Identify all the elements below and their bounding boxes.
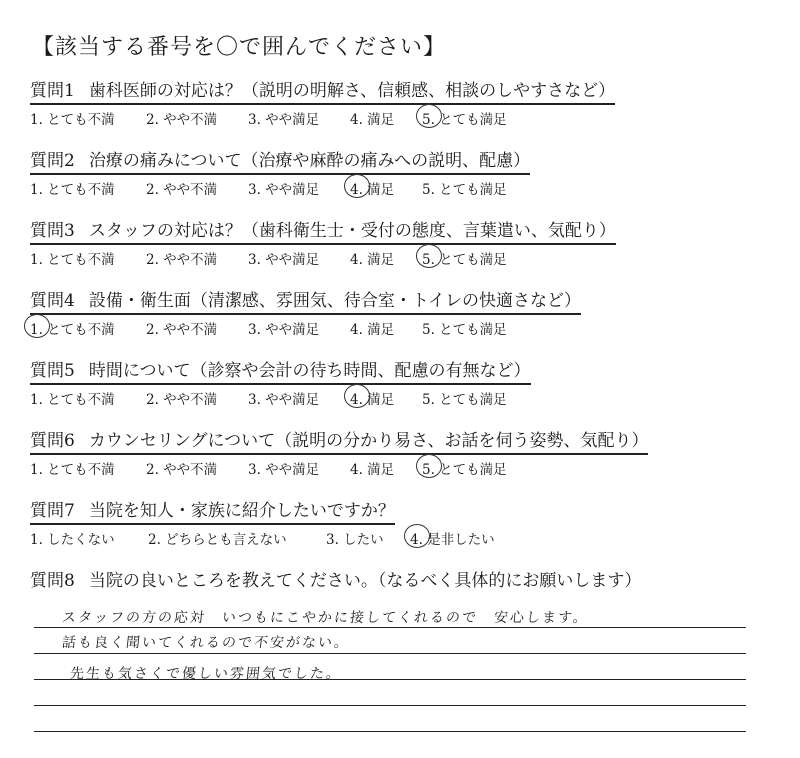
handwritten-line-3: 先生も気さくで優しい雰囲気でした。 <box>69 666 343 682</box>
question-5 <box>30 360 770 408</box>
question-4 <box>30 290 770 338</box>
option-label: 1. とても不満 <box>30 322 115 338</box>
answer-options <box>30 528 770 548</box>
question-text: カウンセリングについて（説明の分かり易さ、お話を伺う姿勢、気配り） <box>88 431 649 451</box>
option-label: 1. とても不満 <box>30 392 115 408</box>
question-text: 治療の痛みについて（治療や麻酔の痛みへの説明、配慮） <box>88 151 531 171</box>
answer-option-2[interactable] <box>146 248 217 268</box>
question-text: 時間について（診察や会計の待ち時間、配慮の有無など） <box>88 361 531 381</box>
question-heading <box>30 220 616 245</box>
handwritten-line-1: スタッフの方の応対 いつもにこやかに接してくれるので 安心します。 <box>61 610 590 626</box>
answer-option-2[interactable] <box>146 458 217 478</box>
selection-circle-mark <box>24 314 50 338</box>
selection-circle-mark <box>344 174 370 198</box>
option-label: 3. やや満足 <box>248 112 320 128</box>
option-label: 2. やや不満 <box>146 462 218 478</box>
answer-option-3[interactable] <box>248 458 319 478</box>
question-text: 当院の良いところを教えてください。（なるべく具体的にお願いします） <box>88 571 642 591</box>
answer-option-2[interactable] <box>146 318 217 338</box>
question-heading <box>30 570 641 593</box>
option-label: 2. やや不満 <box>146 392 218 408</box>
question-number: 質問5 <box>30 361 75 381</box>
question-text: 歯科医師の対応は？（説明の明解さ、信頼感、相談のしやすさなど） <box>88 81 616 101</box>
answer-options <box>30 108 770 128</box>
answer-option-1[interactable] <box>30 458 115 478</box>
answer-option-1[interactable] <box>30 318 115 338</box>
answer-option-2[interactable] <box>148 528 287 548</box>
option-label: 3. やや満足 <box>248 182 320 198</box>
question-heading <box>30 500 395 525</box>
handwritten-line-2: 話も良く聞いてくれるので不安がない。 <box>61 635 351 651</box>
question-number: 質問8 <box>30 571 75 591</box>
answer-option-3[interactable] <box>326 528 384 548</box>
answer-options <box>30 458 770 478</box>
answer-line <box>34 706 746 732</box>
option-label: 5. とても満足 <box>422 252 507 268</box>
answer-option-3[interactable] <box>248 318 319 338</box>
option-label: 4. 満足 <box>350 392 395 408</box>
answer-option-4[interactable] <box>350 178 394 198</box>
answer-option-3[interactable] <box>248 248 319 268</box>
answer-option-4[interactable] <box>410 528 495 548</box>
answer-option-3[interactable] <box>248 108 319 128</box>
question-number: 質問4 <box>30 291 75 311</box>
selection-circle-mark <box>344 384 370 408</box>
question-text: 当院を知人・家族に紹介したいですか？ <box>88 501 395 521</box>
question-text: 設備・衛生面（清潔感、雰囲気、待合室・トイレの快適さなど） <box>88 291 581 311</box>
option-label: 3. したい <box>326 532 384 548</box>
option-label: 4. 満足 <box>350 462 395 478</box>
selection-circle-mark <box>404 524 430 548</box>
option-label: 1. とても不満 <box>30 252 115 268</box>
answer-option-5[interactable] <box>422 248 507 268</box>
question-1 <box>30 80 770 128</box>
option-label: 4. 満足 <box>350 112 395 128</box>
option-label: 5. とても満足 <box>422 462 507 478</box>
question-heading <box>30 290 581 315</box>
answer-option-4[interactable] <box>350 318 394 338</box>
answer-options <box>30 248 770 268</box>
answer-option-5[interactable] <box>422 318 507 338</box>
answer-option-4[interactable] <box>350 458 394 478</box>
answer-line <box>34 680 746 706</box>
option-label: 3. やや満足 <box>248 252 320 268</box>
option-label: 4. 是非したい <box>410 532 495 548</box>
question-7 <box>30 500 770 548</box>
answer-option-2[interactable] <box>146 108 217 128</box>
page-title: 【該当する番号を〇で囲んでください】 <box>32 35 447 60</box>
question-3 <box>30 220 770 268</box>
selection-circle-mark <box>416 454 442 478</box>
answer-option-1[interactable] <box>30 388 115 408</box>
answer-option-1[interactable] <box>30 108 115 128</box>
answer-option-1[interactable] <box>30 178 115 198</box>
option-label: 5. とても満足 <box>422 112 507 128</box>
answer-options <box>30 318 770 338</box>
option-label: 4. 満足 <box>350 322 395 338</box>
answer-option-1[interactable] <box>30 248 115 268</box>
option-label: 3. やや満足 <box>248 322 320 338</box>
option-label: 5. とても満足 <box>422 392 507 408</box>
selection-circle-mark <box>416 104 442 128</box>
question-2 <box>30 150 770 198</box>
question-heading <box>30 360 531 385</box>
answer-option-3[interactable] <box>248 388 319 408</box>
option-label: 4. 満足 <box>350 252 395 268</box>
question-heading <box>30 150 530 175</box>
question-number: 質問6 <box>30 431 75 451</box>
question-number: 質問7 <box>30 501 75 521</box>
selection-circle-mark <box>416 244 442 268</box>
answer-option-4[interactable] <box>350 248 394 268</box>
answer-options <box>30 388 770 408</box>
option-label: 5. とても満足 <box>422 182 507 198</box>
option-label: 1. とても不満 <box>30 462 115 478</box>
option-label: 1. したくない <box>30 532 115 548</box>
question-number: 質問3 <box>30 221 75 241</box>
answer-option-2[interactable] <box>146 178 217 198</box>
question-8 <box>30 570 770 593</box>
option-label: 2. やや不満 <box>146 112 218 128</box>
question-heading <box>30 80 615 105</box>
answer-option-4[interactable] <box>350 108 394 128</box>
option-label: 2. やや不満 <box>146 182 218 198</box>
option-label: 4. 満足 <box>350 182 395 198</box>
answer-options <box>30 178 770 198</box>
option-label: 2. どちらとも言えない <box>148 532 287 548</box>
answer-option-5[interactable] <box>422 178 507 198</box>
answer-option-4[interactable] <box>350 388 394 408</box>
answer-option-3[interactable] <box>248 178 319 198</box>
option-label: 3. やや満足 <box>248 392 320 408</box>
question-text: スタッフの対応は？（歯科衛生士・受付の態度、言葉遣い、気配り） <box>88 221 616 241</box>
option-label: 1. とても不満 <box>30 112 115 128</box>
answer-option-5[interactable] <box>422 108 507 128</box>
option-label: 2. やや不満 <box>146 322 218 338</box>
option-label: 5. とても満足 <box>422 322 507 338</box>
question-number: 質問1 <box>30 81 75 101</box>
answer-option-5[interactable] <box>422 388 507 408</box>
answer-option-5[interactable] <box>422 458 507 478</box>
option-label: 3. やや満足 <box>248 462 320 478</box>
answer-option-2[interactable] <box>146 388 217 408</box>
question-number: 質問2 <box>30 151 75 171</box>
question-6 <box>30 430 770 478</box>
answer-option-1[interactable] <box>30 528 115 548</box>
option-label: 1. とても不満 <box>30 182 115 198</box>
option-label: 2. やや不満 <box>146 252 218 268</box>
question-heading <box>30 430 648 455</box>
